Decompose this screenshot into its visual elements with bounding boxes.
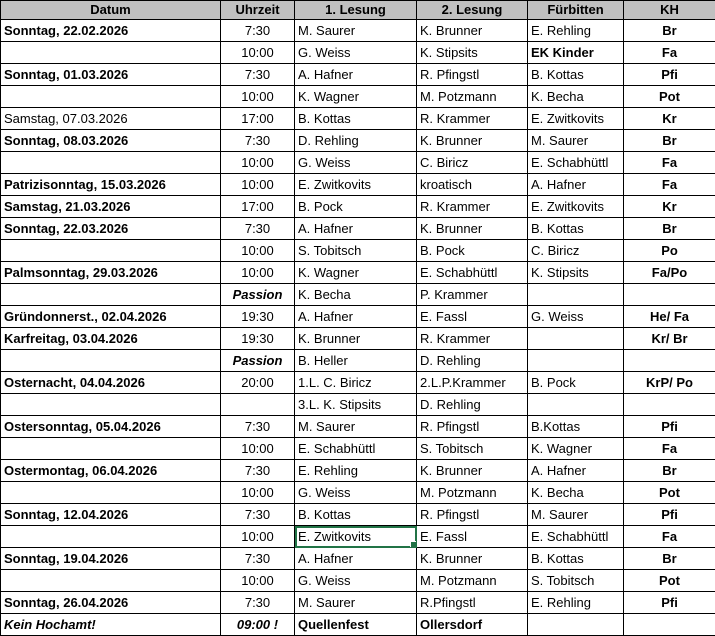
cell-kh[interactable]: Fa [624, 152, 715, 174]
cell-uhrzeit[interactable]: Passion [221, 350, 295, 372]
cell-uhrzeit[interactable]: 10:00 [221, 526, 295, 548]
cell-lesung1[interactable]: 1.L. C. Biricz [295, 372, 417, 394]
cell-datum[interactable]: Osternacht, 04.04.2026 [1, 372, 221, 394]
cell-fuerbitten[interactable] [528, 284, 624, 306]
cell-kh[interactable]: Br [624, 130, 715, 152]
cell-kh[interactable]: Fa [624, 42, 715, 64]
cell-lesung2[interactable]: R. Pfingstl [417, 64, 528, 86]
cell-fuerbitten[interactable]: C. Biricz [528, 240, 624, 262]
cell-uhrzeit[interactable]: 7:30 [221, 218, 295, 240]
table-row [1, 240, 715, 262]
cell-lesung2[interactable]: R. Pfingstl [417, 416, 528, 438]
cell-datum[interactable] [1, 570, 221, 592]
cell-uhrzeit[interactable]: 7:30 [221, 504, 295, 526]
header-uhrzeit[interactable]: Uhrzeit [221, 1, 295, 20]
table-row [1, 614, 715, 636]
cell-lesung2[interactable]: E. Fassl [417, 306, 528, 328]
cell-fuerbitten[interactable] [528, 350, 624, 372]
cell-kh[interactable] [624, 350, 715, 372]
cell-uhrzeit[interactable]: 17:00 [221, 196, 295, 218]
cell-uhrzeit[interactable]: 10:00 [221, 42, 295, 64]
cell-fuerbitten[interactable]: K. Stipsits [528, 262, 624, 284]
table-row [1, 86, 715, 108]
table-row [1, 328, 715, 350]
cell-lesung1[interactable]: K. Becha [295, 284, 417, 306]
cell-datum[interactable]: Samstag, 07.03.2026 [1, 108, 221, 130]
cell-lesung1[interactable]: G. Weiss [295, 42, 417, 64]
cell-fuerbitten[interactable]: B. Pock [528, 372, 624, 394]
header-kh[interactable]: KH [624, 1, 715, 20]
cell-lesung2[interactable]: R. Krammer [417, 108, 528, 130]
cell-lesung2[interactable]: E. Fassl [417, 526, 528, 548]
cell-kh[interactable]: Pfi [624, 592, 715, 614]
table-row [1, 20, 715, 42]
table-row [1, 548, 715, 570]
cell-lesung1[interactable]: B. Heller [295, 350, 417, 372]
cell-lesung2[interactable]: M. Potzmann [417, 570, 528, 592]
cell-lesung2[interactable]: K. Brunner [417, 548, 528, 570]
cell-kh[interactable]: Pfi [624, 504, 715, 526]
table-row [1, 570, 715, 592]
cell-uhrzeit[interactable]: 17:00 [221, 108, 295, 130]
cell-lesung2[interactable]: K. Brunner [417, 20, 528, 42]
cell-kh[interactable] [624, 614, 715, 636]
table-row [1, 64, 715, 86]
table-row [1, 152, 715, 174]
cell-fuerbitten[interactable]: M. Saurer [528, 504, 624, 526]
cell-uhrzeit[interactable]: 09:00 ! [221, 614, 295, 636]
cell-uhrzeit[interactable]: 20:00 [221, 372, 295, 394]
cell-lesung2[interactable]: M. Potzmann [417, 86, 528, 108]
cell-datum[interactable] [1, 152, 221, 174]
cell-lesung2[interactable]: 2.L.P.Krammer [417, 372, 528, 394]
cell-datum[interactable]: Patrizisonntag, 15.03.2026 [1, 174, 221, 196]
table-row [1, 526, 715, 548]
cell-kh[interactable]: Po [624, 240, 715, 262]
cell-fuerbitten[interactable]: B. Kottas [528, 548, 624, 570]
cell-lesung1[interactable]: B. Pock [295, 196, 417, 218]
cell-lesung2[interactable]: Ollersdorf [417, 614, 528, 636]
cell-datum[interactable] [1, 240, 221, 262]
cell-kh[interactable] [624, 284, 715, 306]
cell-uhrzeit[interactable]: 10:00 [221, 482, 295, 504]
header-lesung2[interactable]: 2. Lesung [417, 1, 528, 20]
cell-uhrzeit[interactable]: 10:00 [221, 438, 295, 460]
cell-uhrzeit[interactable]: 7:30 [221, 548, 295, 570]
cell-fuerbitten[interactable]: E. Zwitkovits [528, 196, 624, 218]
cell-lesung1[interactable]: M. Saurer [295, 416, 417, 438]
cell-datum[interactable] [1, 42, 221, 64]
cell-uhrzeit[interactable]: 10:00 [221, 86, 295, 108]
cell-datum[interactable]: Sonntag, 22.02.2026 [1, 20, 221, 42]
cell-datum[interactable]: Sonntag, 22.03.2026 [1, 218, 221, 240]
header-datum[interactable]: Datum [1, 1, 221, 20]
cell-datum[interactable]: Ostermontag, 06.04.2026 [1, 460, 221, 482]
table-row [1, 174, 715, 196]
table-row [1, 394, 715, 416]
cell-lesung2[interactable]: R. Pfingstl [417, 504, 528, 526]
cell-lesung1[interactable]: A. Hafner [295, 218, 417, 240]
cell-datum[interactable] [1, 526, 221, 548]
table-row [1, 592, 715, 614]
cell-lesung1[interactable]: 3.L. K. Stipsits [295, 394, 417, 416]
cell-uhrzeit[interactable]: 10:00 [221, 570, 295, 592]
cell-uhrzeit[interactable]: Passion [221, 284, 295, 306]
cell-uhrzeit[interactable]: 7:30 [221, 460, 295, 482]
cell-datum[interactable] [1, 438, 221, 460]
cell-uhrzeit[interactable]: 7:30 [221, 592, 295, 614]
cell-fuerbitten[interactable]: E. Schabhüttl [528, 526, 624, 548]
cell-lesung2[interactable]: R. Krammer [417, 328, 528, 350]
table-row [1, 284, 715, 306]
cell-uhrzeit[interactable]: 10:00 [221, 174, 295, 196]
cell-datum[interactable] [1, 86, 221, 108]
cell-lesung1[interactable]: B. Kottas [295, 504, 417, 526]
cell-lesung1[interactable]: E. Schabhüttl [295, 438, 417, 460]
cell-kh[interactable]: Br [624, 460, 715, 482]
cell-lesung1[interactable]: A. Hafner [295, 306, 417, 328]
table-body [1, 20, 715, 636]
cell-fuerbitten[interactable] [528, 328, 624, 350]
cell-kh[interactable]: Pot [624, 482, 715, 504]
cell-lesung1[interactable]: K. Brunner [295, 328, 417, 350]
cell-kh[interactable]: Pfi [624, 416, 715, 438]
table-row [1, 42, 715, 64]
cell-uhrzeit[interactable]: 10:00 [221, 152, 295, 174]
header-fuerbitten[interactable]: Fürbitten [528, 1, 624, 20]
cell-lesung2[interactable]: S. Tobitsch [417, 438, 528, 460]
cell-fuerbitten[interactable]: S. Tobitsch [528, 570, 624, 592]
table-row [1, 196, 715, 218]
cell-fuerbitten[interactable]: EK Kinder [528, 42, 624, 64]
table-row [1, 262, 715, 284]
header-lesung1[interactable]: 1. Lesung [295, 1, 417, 20]
cell-lesung1[interactable]: M. Saurer [295, 592, 417, 614]
table-row [1, 108, 715, 130]
cell-lesung2[interactable]: R. Krammer [417, 196, 528, 218]
table-row [1, 306, 715, 328]
cell-kh[interactable]: Br [624, 548, 715, 570]
cell-lesung1[interactable]: E. Rehling [295, 460, 417, 482]
cell-lesung1-selected[interactable]: E. Zwitkovits [295, 526, 417, 548]
cell-lesung2[interactable]: K. Brunner [417, 130, 528, 152]
cell-lesung2[interactable]: K. Stipsits [417, 42, 528, 64]
table-row [1, 460, 715, 482]
cell-datum[interactable] [1, 482, 221, 504]
table-row [1, 504, 715, 526]
cell-fuerbitten[interactable]: A. Hafner [528, 174, 624, 196]
cell-lesung1[interactable]: D. Rehling [295, 130, 417, 152]
cell-lesung2[interactable]: B. Pock [417, 240, 528, 262]
cell-fuerbitten[interactable]: G. Weiss [528, 306, 624, 328]
cell-kh[interactable]: Kr [624, 108, 715, 130]
cell-fuerbitten[interactable]: K. Becha [528, 482, 624, 504]
cell-kh[interactable]: Pot [624, 86, 715, 108]
cell-datum[interactable]: Karfreitag, 03.04.2026 [1, 328, 221, 350]
cell-datum[interactable] [1, 284, 221, 306]
cell-kh[interactable]: Kr/ Br [624, 328, 715, 350]
cell-fuerbitten[interactable]: K. Wagner [528, 438, 624, 460]
cell-lesung2[interactable]: M. Potzmann [417, 482, 528, 504]
cell-fuerbitten[interactable]: E. Zwitkovits [528, 108, 624, 130]
cell-uhrzeit[interactable]: 19:30 [221, 328, 295, 350]
cell-fuerbitten[interactable] [528, 614, 624, 636]
cell-lesung2[interactable]: R.Pfingstl [417, 592, 528, 614]
cell-uhrzeit[interactable]: 7:30 [221, 130, 295, 152]
cell-lesung1[interactable]: K. Wagner [295, 86, 417, 108]
cell-lesung2[interactable]: K. Brunner [417, 218, 528, 240]
cell-datum[interactable] [1, 350, 221, 372]
cell-uhrzeit[interactable]: 7:30 [221, 64, 295, 86]
cell-kh[interactable]: Br [624, 218, 715, 240]
cell-datum[interactable]: Gründonnerst., 02.04.2026 [1, 306, 221, 328]
cell-kh[interactable]: Pot [624, 570, 715, 592]
cell-lesung1[interactable]: E. Zwitkovits [295, 174, 417, 196]
cell-kh[interactable]: Fa [624, 174, 715, 196]
cell-lesung1[interactable]: A. Hafner [295, 64, 417, 86]
cell-datum[interactable]: Sonntag, 26.04.2026 [1, 592, 221, 614]
cell-lesung1[interactable]: S. Tobitsch [295, 240, 417, 262]
cell-fuerbitten[interactable]: E. Schabhüttl [528, 152, 624, 174]
cell-fuerbitten[interactable]: E. Rehling [528, 592, 624, 614]
cell-uhrzeit[interactable]: 7:30 [221, 20, 295, 42]
cell-kh[interactable]: He/ Fa [624, 306, 715, 328]
cell-lesung1[interactable]: Quellenfest [295, 614, 417, 636]
cell-fuerbitten[interactable] [528, 394, 624, 416]
cell-kh[interactable]: Kr [624, 196, 715, 218]
table-header [1, 1, 715, 20]
cell-fuerbitten[interactable]: B. Kottas [528, 64, 624, 86]
cell-lesung2[interactable]: D. Rehling [417, 394, 528, 416]
table-row [1, 482, 715, 504]
cell-lesung1[interactable]: G. Weiss [295, 482, 417, 504]
cell-kh[interactable]: Fa [624, 526, 715, 548]
cell-kh[interactable]: Fa [624, 438, 715, 460]
cell-lesung1[interactable]: M. Saurer [295, 20, 417, 42]
cell-kh[interactable] [624, 394, 715, 416]
cell-datum[interactable]: Sonntag, 19.04.2026 [1, 548, 221, 570]
table-row [1, 350, 715, 372]
cell-kh[interactable]: Br [624, 20, 715, 42]
cell-lesung2[interactable]: C. Biricz [417, 152, 528, 174]
table-row [1, 438, 715, 460]
cell-kh[interactable]: KrP/ Po [624, 372, 715, 394]
cell-datum[interactable]: Palmsonntag, 29.03.2026 [1, 262, 221, 284]
cell-lesung1[interactable]: G. Weiss [295, 570, 417, 592]
table-row [1, 416, 715, 438]
cell-kh[interactable]: Pfi [624, 64, 715, 86]
fill-handle[interactable] [410, 541, 417, 548]
cell-datum[interactable]: Kein Hochamt! [1, 614, 221, 636]
cell-fuerbitten[interactable]: E. Rehling [528, 20, 624, 42]
cell-fuerbitten[interactable]: M. Saurer [528, 130, 624, 152]
cell-datum[interactable]: Samstag, 21.03.2026 [1, 196, 221, 218]
cell-fuerbitten[interactable]: B. Kottas [528, 218, 624, 240]
cell-uhrzeit[interactable]: 10:00 [221, 240, 295, 262]
cell-lesung2[interactable]: kroatisch [417, 174, 528, 196]
cell-uhrzeit[interactable] [221, 394, 295, 416]
cell-fuerbitten[interactable]: B.Kottas [528, 416, 624, 438]
cell-lesung1[interactable]: A. Hafner [295, 548, 417, 570]
cell-lesung2[interactable]: D. Rehling [417, 350, 528, 372]
cell-lesung1[interactable]: K. Wagner [295, 262, 417, 284]
header-row [1, 1, 715, 20]
cell-fuerbitten[interactable]: K. Becha [528, 86, 624, 108]
cell-kh[interactable]: Fa/Po [624, 262, 715, 284]
cell-fuerbitten[interactable]: A. Hafner [528, 460, 624, 482]
table-row [1, 218, 715, 240]
cell-datum[interactable]: Sonntag, 12.04.2026 [1, 504, 221, 526]
table-row [1, 372, 715, 394]
cell-lesung1[interactable]: B. Kottas [295, 108, 417, 130]
cell-datum[interactable] [1, 394, 221, 416]
table-row [1, 130, 715, 152]
cell-uhrzeit[interactable]: 10:00 [221, 262, 295, 284]
cell-datum[interactable]: Ostersonntag, 05.04.2026 [1, 416, 221, 438]
cell-datum[interactable]: Sonntag, 08.03.2026 [1, 130, 221, 152]
cell-uhrzeit[interactable]: 19:30 [221, 306, 295, 328]
cell-lesung2[interactable]: K. Brunner [417, 460, 528, 482]
cell-lesung2[interactable]: P. Krammer [417, 284, 528, 306]
cell-lesung1[interactable]: G. Weiss [295, 152, 417, 174]
cell-datum[interactable]: Sonntag, 01.03.2026 [1, 64, 221, 86]
cell-uhrzeit[interactable]: 7:30 [221, 416, 295, 438]
cell-lesung2[interactable]: E. Schabhüttl [417, 262, 528, 284]
